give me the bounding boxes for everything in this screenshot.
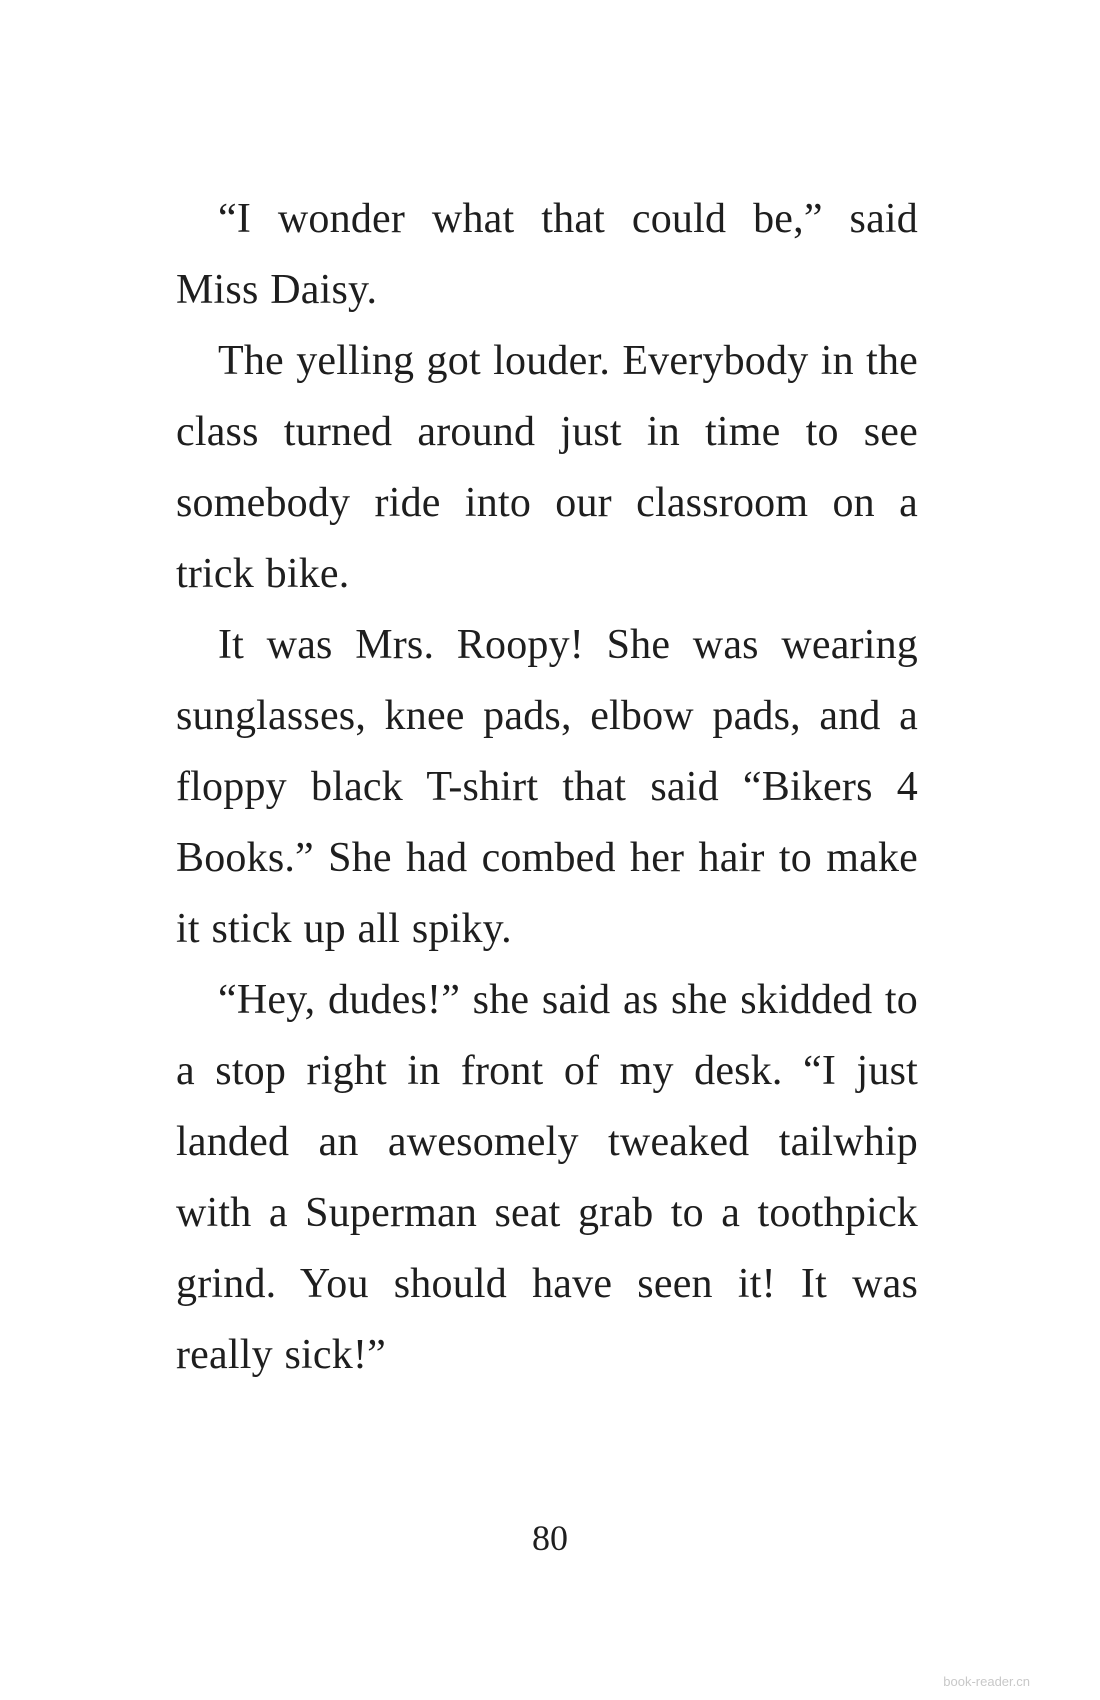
watermark: book-reader.cn <box>943 1674 1030 1689</box>
paragraph-1: “I wonder what that could be,” said Miss Daisy. <box>176 196 918 313</box>
paragraph-4: “Hey, dudes!” she said as she skidded to a stop right in front of my desk. “I just landed an awesomely tweaked tailwhip with a Superman seat grab to a toothpick grind. You should have seen it! It was really sick!” <box>176 977 918 1378</box>
paragraph-2: The yelling got louder. Everybody in the class turned around just in time to see somebody ride into our classroom on a trick bike. <box>176 338 918 597</box>
paragraph-3: It was Mrs. Roopy! She was wearing sunglasses, knee pads, elbow pads, and a floppy black T-shirt that said “Bikers 4 Books.” She had combed her hair to make it stick up all spiky. <box>176 622 918 952</box>
page-number: 80 <box>532 1518 568 1558</box>
body-text <box>176 184 918 1391</box>
